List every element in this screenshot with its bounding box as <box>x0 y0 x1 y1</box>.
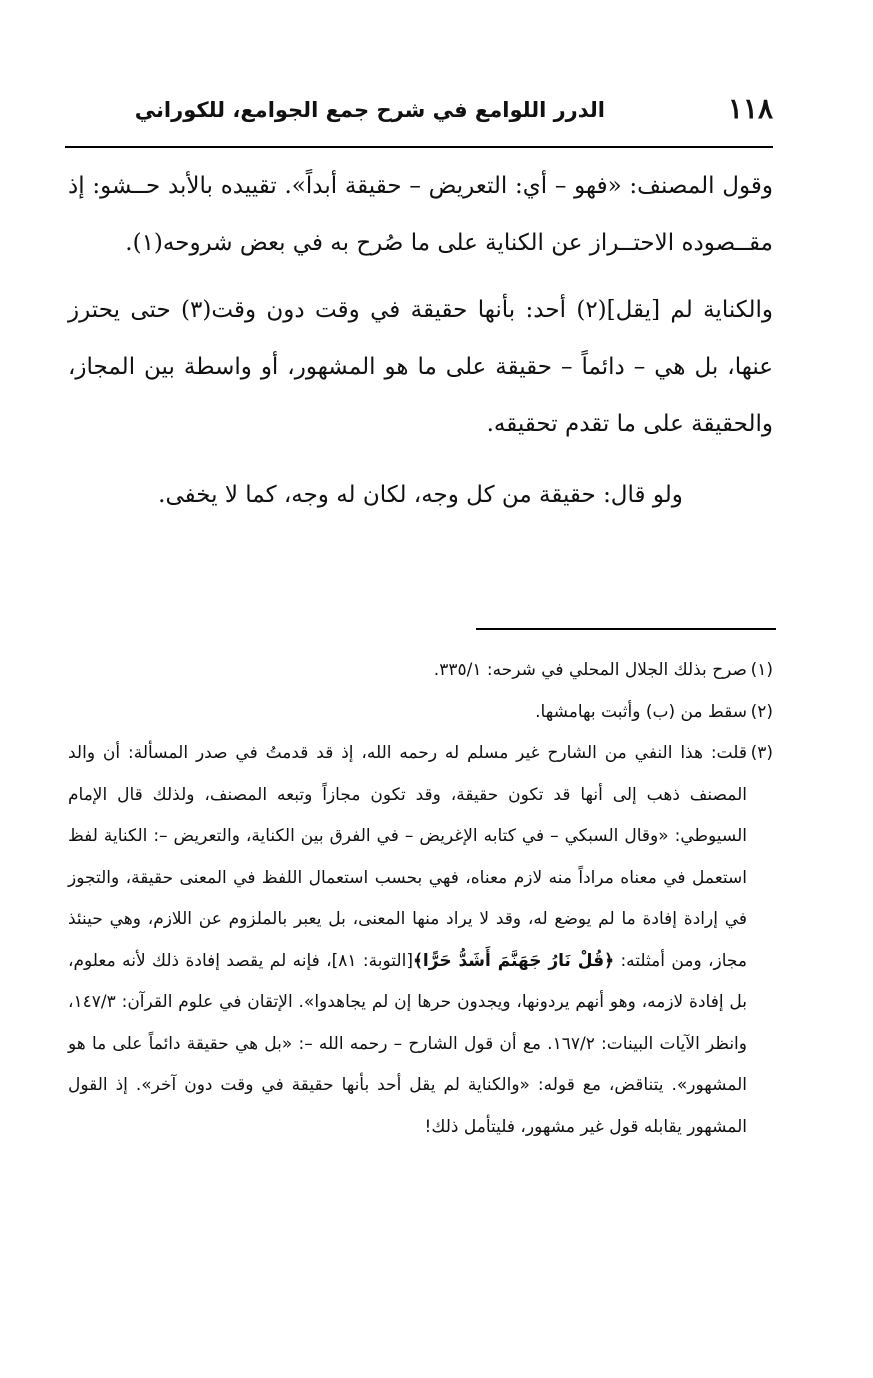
footnote-text <box>68 733 747 1148</box>
footnote-paragraph <box>68 733 747 1148</box>
page-number: ١١٨ <box>727 92 773 125</box>
footnote-text: صرح بذلك الجلال المحلي في شرحه: ٣٣٥/١. <box>433 660 747 680</box>
footnote-number: (٣) <box>750 743 773 763</box>
running-title: الدرر اللوامع في شرح جمع الجوامع، للكوراني <box>134 98 605 122</box>
footnote-text-part: قلت: هذا النفي من الشارح غير مسلم له رحمه الله، إذ قد قدمتُ في صدر المسألة: أن والد المصنف ذهب إلى أنها قد تكون حقيقة، وقد تكون مجازاً وتبعه المصنف، ولذلك قال الإمام السيوطي: «وقال السبكي – في كتابه الإغريض – في الفرق بين الكناية، والتعريض –: الكناية لفظ استعمل في معناه مراداً منه لازم معناه، فهي بحسب استعمال اللفظ في المعنى حقيقة، والتجوز في إرادة إفادة ما لم يوضع له، وقد لا يراد منها المعنى، بل يعبر بالملزوم عن اللازم، وهي حينئذ مجاز، ومن أمثلته: <box>68 743 747 971</box>
footnote-number: (٢) <box>750 701 773 722</box>
header-rule <box>65 146 773 148</box>
footnote-3 <box>68 733 773 1148</box>
footnote-text-part: [التوبة: ٨١]، فإنه لم يقصد إفادة ذلك لأنه معلوم، بل إفادة لازمه، وهو أنهم يردونها، ويجدون حرها إن لم يجاهدوا». الإتقان في علوم القرآن: ١٤٧/٣، وانظر الآيات البينات: ١٦٧/٢. مع أن قول الشارح – رحمه الله –: «بل هي حقيقة دائماً على ما هو المشهور». يتناقض، مع قوله: «والكناية لم يقل أحد بأنها حقيقة في وقت دون آخر». إذ القول المشهور يقابله قول غير مشهور، فليتأمل ذلك! <box>68 950 747 1137</box>
footnote-1 <box>68 650 773 692</box>
footnote-number: (١) <box>750 660 773 680</box>
footnote-text: سقط من (ب) وأثبت بهامشها. <box>535 701 747 722</box>
quran-verse: ﴿قُلْ نَارُ جَهَنَّمَ أَشَدُّ حَرًّا﴾ <box>412 950 615 971</box>
running-header <box>62 92 773 140</box>
paragraph: ولو قال: حقيقة من كل وجه، لكان له وجه، كما لا يخفى. <box>158 482 683 508</box>
paragraph: والكناية لم [يقل](٢) أحد: بأنها حقيقة في وقت دون وقت(٣) حتى يحترز عنها، بل هي – دائماً – حقيقة على ما هو المشهور، أو واسطة بين المجاز، والحقيقة على ما تقدم تحقيقه. <box>68 297 773 437</box>
footnote-2 <box>68 692 773 734</box>
footnotes <box>68 650 773 1148</box>
paragraph: وقول المصنف: «فهو – أي: التعريض – حقيقة أبداً». تقييده بالأبد حــشو: إذ مقــصوده الاحتــراز عن الكناية على ما صُرح به في بعض شروحه(١). <box>68 173 773 256</box>
footnote-separator <box>476 628 776 630</box>
main-text <box>68 158 773 524</box>
